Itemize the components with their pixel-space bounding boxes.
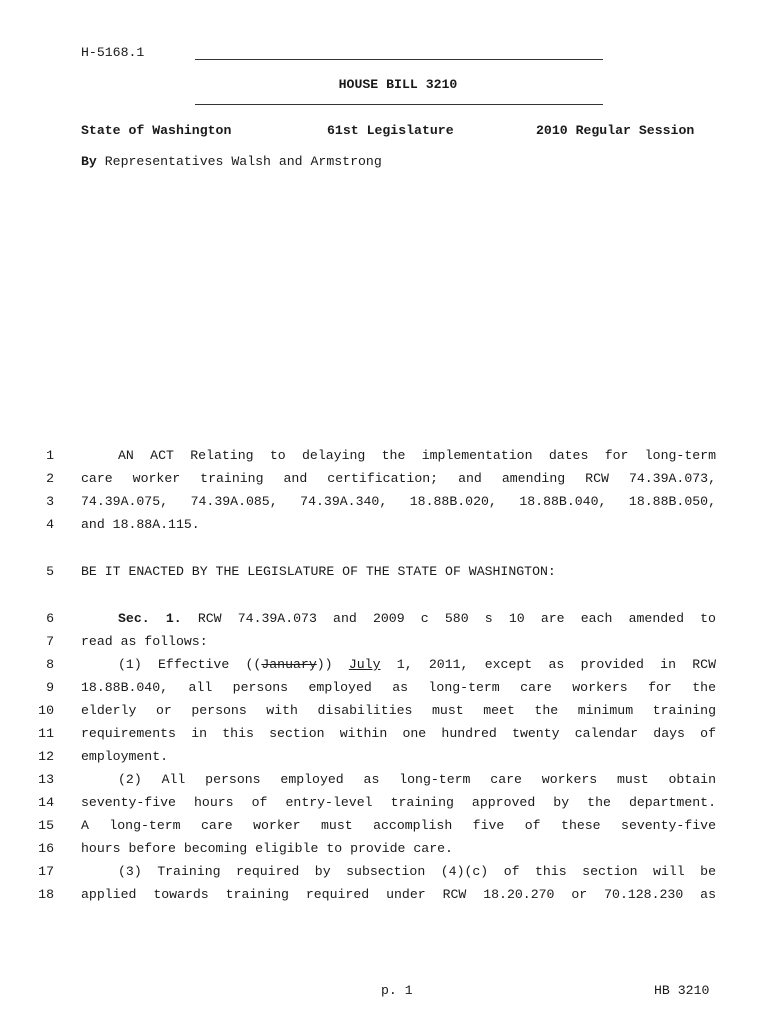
bill-line [0, 471, 770, 494]
bill-line [0, 887, 770, 910]
bill-line [0, 726, 770, 749]
line-text: hours before becoming eligible to provide care. [81, 841, 453, 856]
line-number: 2 [46, 471, 54, 486]
struck-text: January [261, 657, 317, 672]
line-number: 1 [46, 448, 54, 463]
bill-line [0, 494, 770, 517]
bill-line [0, 864, 770, 887]
line-text: applied towards training required under RCW 18.20.270 or 70.128.230 as [81, 887, 716, 902]
line-text: seventy-five hours of entry-level training approved by the department. [81, 795, 716, 810]
line-text: RCW 74.39A.073 and 2009 c 580 s 10 are each amended to [197, 611, 716, 626]
bill-line [0, 564, 770, 587]
document-id: H-5168.1 [81, 45, 145, 60]
line-number: 12 [38, 749, 54, 764]
line-text: A long-term care worker must accomplish five of these seventy-five [81, 818, 716, 833]
line-text-post: 1, 2011, except as provided in RCW [380, 657, 717, 672]
inserted-text: July [348, 657, 381, 672]
page-number: p. 1 [381, 983, 413, 998]
bill-title: HOUSE BILL 3210 [338, 77, 458, 92]
bill-line [0, 841, 770, 864]
sponsors-line [81, 154, 382, 169]
line-number: 7 [46, 634, 54, 649]
legislature-label: 61st Legislature [327, 123, 454, 138]
line-number: 13 [38, 772, 54, 787]
bill-line [0, 703, 770, 726]
line-text: 74.39A.075, 74.39A.085, 74.39A.340, 18.88B.020, 18.88B.040, 18.88B.050, [81, 494, 716, 509]
line-number: 18 [38, 887, 54, 902]
line-text-pre: (1) Effective (( [118, 657, 262, 672]
line-text-mid: )) [316, 657, 349, 672]
bill-line [0, 680, 770, 703]
amended-line [81, 657, 716, 672]
enacting-clause: BE IT ENACTED BY THE LEGISLATURE OF THE STATE OF WASHINGTON: [81, 564, 556, 579]
line-text: requirements in this section within one hundred twenty calendar days of [81, 726, 716, 741]
line-number: 10 [38, 703, 54, 718]
sponsors: Representatives Walsh and Armstrong [104, 154, 382, 169]
line-number: 17 [38, 864, 54, 879]
line-number: 3 [46, 494, 54, 509]
line-number: 11 [38, 726, 54, 741]
line-text: employment. [81, 749, 169, 764]
bill-line [0, 772, 770, 795]
line-number: 4 [46, 517, 54, 532]
bill-line [0, 795, 770, 818]
header-rule-bottom [195, 104, 603, 105]
line-number: 15 [38, 818, 54, 833]
line-text: (3) Training required by subsection (4)(c) of this section will be [118, 864, 716, 879]
bill-line [0, 448, 770, 471]
bill-line [0, 634, 770, 657]
line-text: care worker training and certification; and amending RCW 74.39A.073, [81, 471, 716, 486]
line-number: 9 [46, 680, 54, 695]
bill-line [0, 611, 770, 634]
session-label: 2010 Regular Session [536, 123, 695, 138]
bill-line [0, 517, 770, 540]
line-number: 6 [46, 611, 54, 626]
footer-bill-id: HB 3210 [654, 983, 710, 998]
line-text: elderly or persons with disabilities must meet the minimum training [81, 703, 716, 718]
bill-line [0, 657, 770, 680]
line-number: 8 [46, 657, 54, 672]
line-text: 18.88B.040, all persons employed as long-term care workers for the [81, 680, 716, 695]
by-label: By [81, 154, 97, 169]
section-label: Sec. 1. [118, 611, 182, 626]
header-rule-top [195, 59, 603, 60]
line-number: 14 [38, 795, 54, 810]
line-text: AN ACT Relating to delaying the implementation dates for long-term [118, 448, 716, 463]
line-text: and 18.88A.115. [81, 517, 200, 532]
line-number: 16 [38, 841, 54, 856]
section-heading-line [81, 611, 716, 626]
state-label: State of Washington [81, 123, 232, 138]
line-text: read as follows: [81, 634, 208, 649]
bill-line [0, 749, 770, 772]
line-text: (2) All persons employed as long-term care workers must obtain [118, 772, 716, 787]
bill-line [0, 818, 770, 841]
line-number: 5 [46, 564, 54, 579]
